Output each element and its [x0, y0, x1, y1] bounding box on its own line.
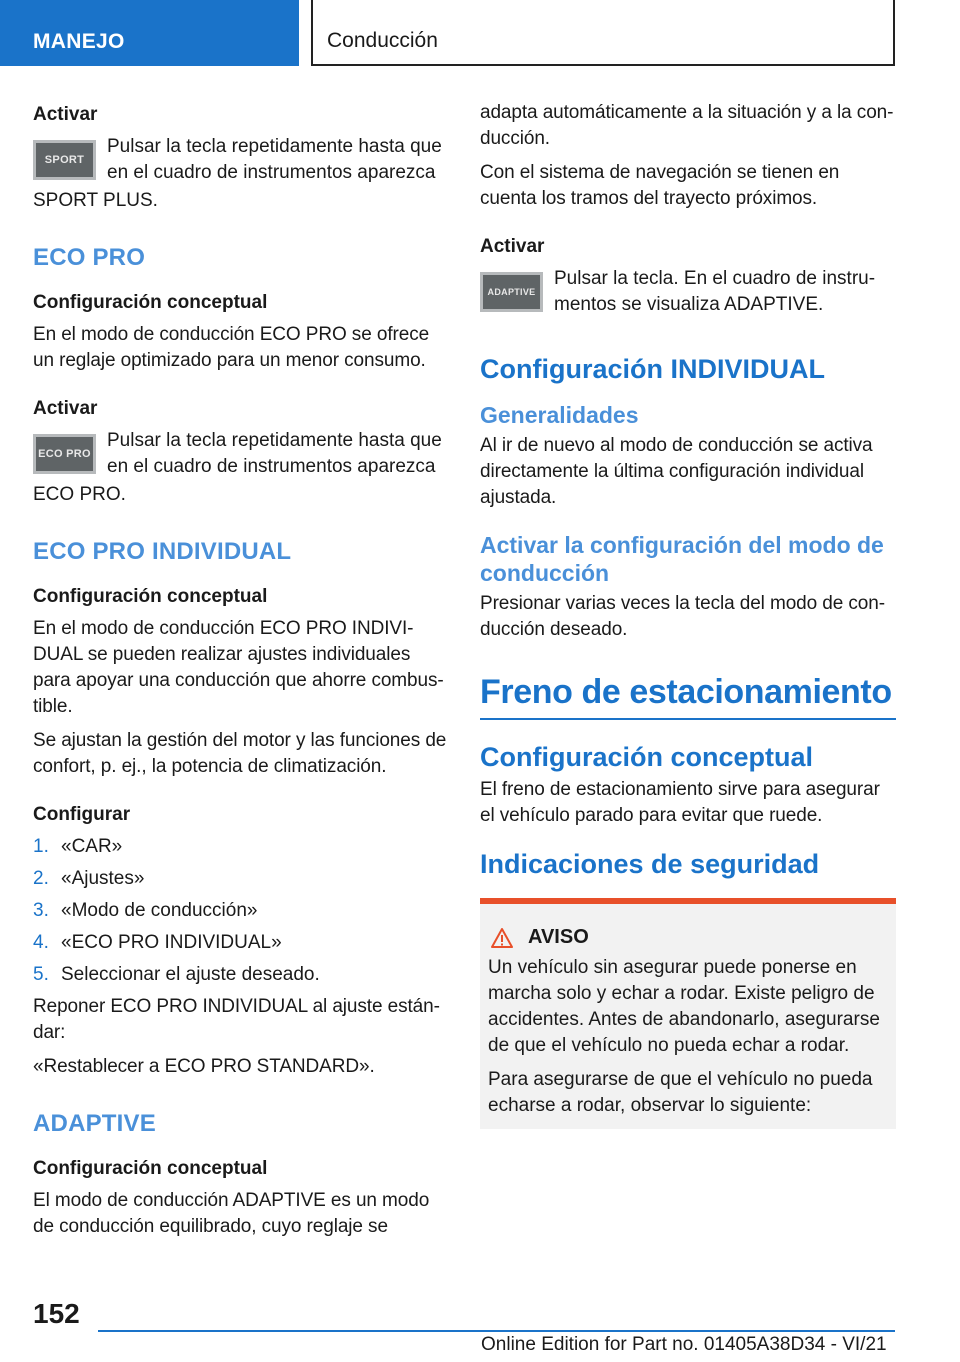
eco-ind-text-2: Se ajustan la gestión del motor y las funciones de confort, p. ej., la potencia de climatización. [33, 730, 447, 777]
adaptive-button-image [480, 272, 543, 312]
adaptive-button-row [480, 266, 896, 320]
activate-config-text: Presionar varias veces la tecla del modo de con-ducción deseado. [480, 593, 885, 640]
adaptive-text: El modo de conducción ADAPTIVE es un modo de conducción equilibrado, cuyo reglaje se [33, 1190, 430, 1237]
eco-pro-individual-heading: ECO PRO INDIVIDUAL [33, 538, 292, 565]
pb-concept-heading: Configuración conceptual [480, 742, 814, 772]
list-item: 1. «CAR» [33, 836, 123, 857]
sport-button-image [33, 140, 96, 180]
configure-steps-list [33, 834, 448, 988]
reset-option: «Restablecer a ECO PRO STANDARD». [33, 1056, 375, 1077]
warning-triangle-icon [490, 927, 514, 949]
adaptive-text-cont: adapta automáticamente a la situación y a la con-ducción. [480, 102, 894, 149]
safety-heading: Indicaciones de seguridad [480, 849, 820, 879]
adaptive-concept-label: Configuración conceptual [33, 1158, 268, 1179]
warning-header [488, 926, 888, 949]
eco-instruction: Pulsar la tecla repetidamente hasta que en el cuadro de instrumentos aparezca [107, 430, 442, 477]
eco-pro-button-image [33, 434, 96, 474]
warning-title: AVISO [528, 926, 589, 948]
individual-heading: Configuración INDIVIDUAL [480, 354, 825, 384]
eco-button-text: ECO PRO [38, 448, 91, 460]
sport-button-text: SPORT [44, 154, 85, 166]
eco-ind-concept-label: Configuración conceptual [33, 586, 268, 607]
activar-adaptive-label: Activar [480, 236, 545, 257]
header-section-label: MANEJO [33, 30, 125, 53]
eco-ind-text-1: En el modo de conducción ECO PRO INDIVI-DUAL se pueden realizar ajustes individuales para apoyar una conducción que ahorre combus-tible. [33, 618, 444, 717]
general-text: Al ir de nuevo al modo de conducción se activa directamente la última configuración individual ajustada. [480, 435, 873, 508]
reset-text: Reponer ECO PRO INDIVIDUAL al ajuste están-dar: [33, 996, 440, 1043]
general-heading: Generalidades [480, 402, 639, 428]
eco-instruction-cont: ECO PRO. [33, 484, 126, 505]
eco-button-row [33, 428, 448, 482]
adaptive-instruction: Pulsar la tecla. En el cuadro de instru-mentos se visualiza ADAPTIVE. [554, 268, 876, 315]
footer-edition: Online Edition for Part no. 01405A38D34 - VI/21 [481, 1334, 887, 1355]
activar-eco-label: Activar [33, 398, 98, 419]
navigation-text: Con el sistema de navegación se tienen en cuenta los tramos del trayecto próximos. [480, 162, 840, 209]
left-column [33, 100, 448, 1248]
eco-pro-concept-text: En el modo de conducción ECO PRO se ofrece un reglaje optimizado para un menor consumo. [33, 324, 430, 371]
adaptive-heading: ADAPTIVE [33, 1110, 156, 1137]
header-section-tab [0, 0, 299, 66]
warning-text-1: Un vehículo sin asegurar puede ponerse en marcha solo y echar a rodar. Existe peligro de accidentes. Antes de abandonarlo, asegurarse de que el vehículo no pueda echar a rodar. [488, 957, 880, 1056]
list-item: 2. «Ajustes» [33, 868, 145, 889]
list-item: 5. Seleccionar el ajuste deseado. [33, 964, 320, 985]
adaptive-button-text: ADAPTIVE [487, 287, 536, 297]
footer-divider [98, 1330, 895, 1332]
warning-box [480, 898, 896, 1129]
parking-brake-heading: Freno de estacionamiento [480, 673, 896, 720]
sport-instruction-cont: SPORT PLUS. [33, 190, 158, 211]
header-chapter-label: Conducción [327, 29, 438, 52]
configurar-label: Configurar [33, 804, 131, 825]
warning-text-2: Para asegurarse de que el vehículo no pueda echarse a rodar, observar lo siguiente: [488, 1069, 873, 1116]
pb-concept-text: El freno de estacionamiento sirve para asegurar el vehículo parado para evitar que ruede. [480, 779, 880, 826]
eco-pro-concept-label: Configuración conceptual [33, 292, 268, 313]
activar-sport-label: Activar [33, 104, 98, 125]
list-item: 3. «Modo de conducción» [33, 900, 258, 921]
eco-pro-heading: ECO PRO [33, 244, 146, 271]
sport-button-row [33, 134, 448, 188]
page-number: 152 [33, 1298, 80, 1329]
right-column [480, 100, 896, 1129]
sport-instruction: Pulsar la tecla repetidamente hasta que en el cuadro de instrumentos aparezca [107, 136, 442, 183]
list-item: 4. «ECO PRO INDIVIDUAL» [33, 932, 282, 953]
header-chapter-box [311, 0, 895, 66]
activate-config-heading: Activar la configuración del modo de conducción [480, 532, 884, 586]
